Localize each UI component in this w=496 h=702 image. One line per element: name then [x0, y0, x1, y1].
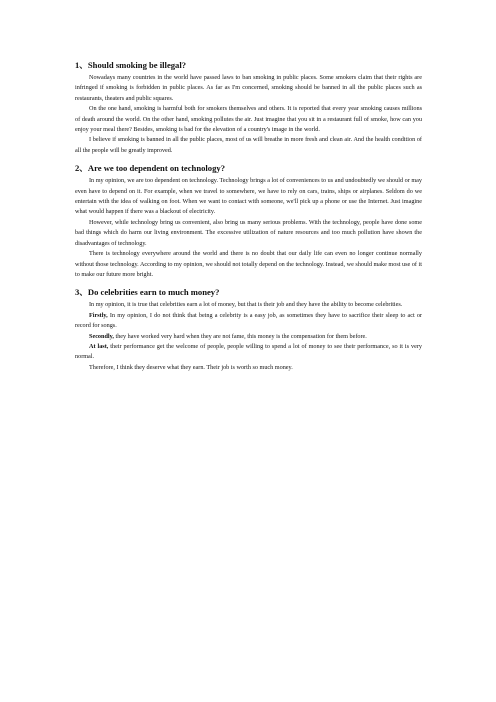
paragraph-lead: Firstly,	[89, 311, 108, 319]
paragraph	[75, 218, 422, 249]
section-heading: 2、Are we too dependent on technology?	[75, 163, 225, 174]
paragraph	[75, 176, 422, 218]
section-heading: 1、Should smoking be illegal?	[75, 60, 187, 70]
paragraph	[75, 342, 422, 363]
paragraph-text: On the one hand, smoking is harmful both for smokers themselves and others. It is reported that every year smoking causes millions of death around the world. On the other hand, smoking pollutes the air. Just imagine that you sit in a restaurant full of smoke, how can you enjoy your meal there? Besides, smoking is bad for the elevation of a country's image in the world.	[75, 105, 422, 134]
document-body	[75, 60, 422, 380]
section-heading: 3、Do celebrities earn to much money?	[75, 287, 220, 298]
section-smoking	[75, 60, 422, 156]
paragraph-text: However, while technology bring us convenient, also bring us many serious problems. With the technology, people have done some bad things which do harm our living environment. The excessive utilization of nature resources and too much pollution have shown the disadvantages of technology.	[75, 218, 422, 247]
paragraph-lead: Secondly,	[89, 332, 114, 340]
section-celebrities	[75, 287, 422, 373]
paragraph	[75, 363, 422, 373]
paragraph-text: In my opinion, I do not think that being a celebrity is a easy job, as sometimes they have to sacrifice their sleep to act or record for songs.	[75, 311, 422, 330]
paragraph	[75, 104, 422, 135]
paragraph	[75, 135, 422, 156]
paragraph-lead: At last,	[89, 342, 109, 350]
paragraph-text: they have worked very hard when they are not fame, this money is the compensation for them before.	[113, 332, 367, 340]
paragraph	[75, 249, 422, 280]
paragraph-text: In my opinion, it is true that celebrities earn a lot of money, but that is their job and they have the ability to become celebrities.	[89, 301, 403, 309]
section-technology	[75, 163, 422, 280]
paragraph-text: In my opinion, we are too dependent on technology. Technology brings a lot of conveniences to us and undoubtedly we should or may even have to depend on it. For example, when we travel to somewhere, we have to rely on cars, trains, ships or airplanes. Seldom do we entertain with the idea of walking on foot. When we want to contact with someone, we'll pick up a phone or use the Internet. Just imagine what would happen if there was a blackout of electricity.	[75, 177, 422, 216]
paragraph-text: Therefore, I think they deserve what they earn. Their job is worth so much money.	[89, 363, 293, 371]
paragraph-text: Nowadays many countries in the world have passed laws to ban smoking in public places. Some smokers claim that their rights are infringed if smoking is forbidden in public places. As far as I'm concerned, smoking should be banned in all the public places such as restaurants, theaters and public squares.	[75, 74, 422, 102]
paragraph	[75, 332, 422, 342]
paragraph-text: There is technology everywhere around the world and there is no doubt that our daily life can even no longer continue normally without those technology. According to my opinion, we should not totally depend on the technology. Instead, we should make most use of it to make our future more bright.	[75, 250, 422, 278]
paragraph	[75, 73, 422, 104]
paragraph	[75, 311, 422, 332]
paragraph	[75, 300, 422, 310]
paragraph-text: I believe if smoking is banned in all the public places, most of us will breathe in more fresh and clean air. And the health condition of all the people will be greatly improved.	[75, 136, 422, 154]
paragraph-text: their performance get the welcome of people, people willing to spend a lot of money to see their performance, so it is very normal.	[75, 342, 422, 361]
